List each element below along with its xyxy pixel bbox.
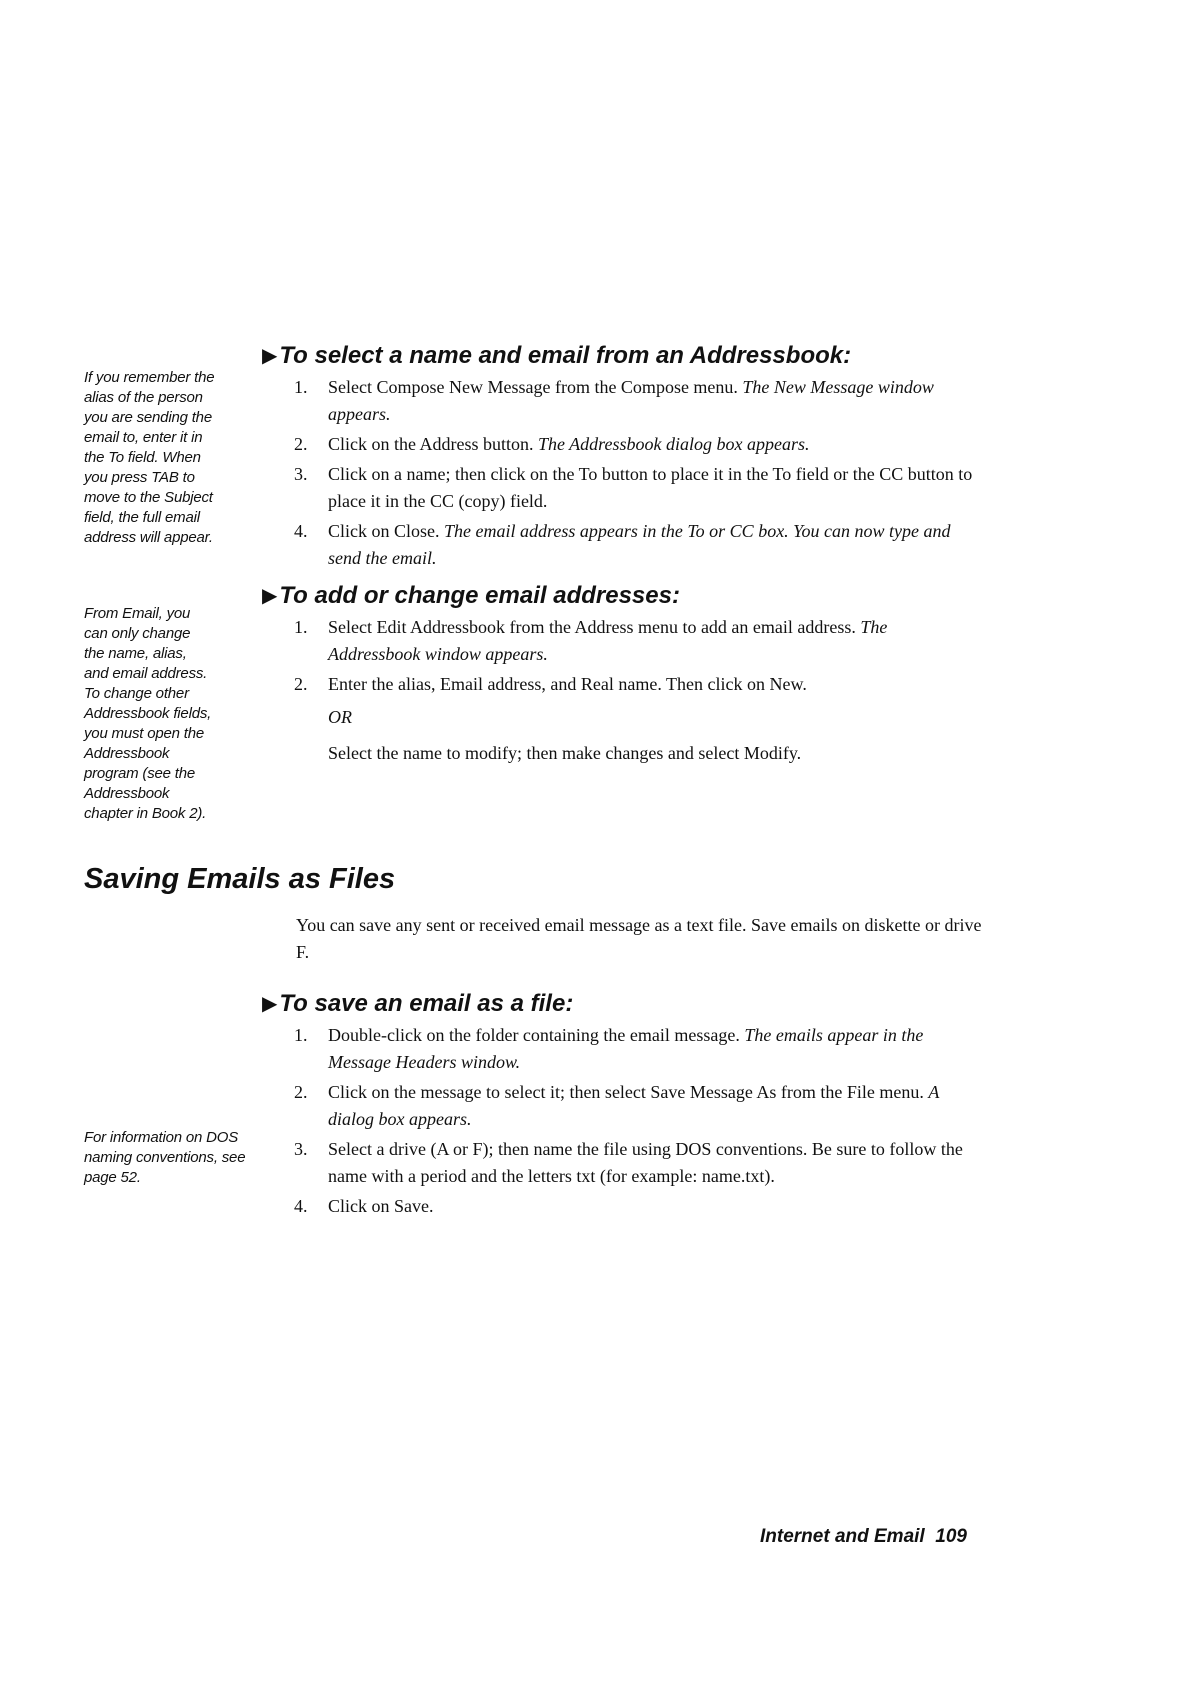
arrow-icon: ▶ [262, 993, 278, 1015]
step-text: Select Compose New Message from the Compose menu. [328, 377, 743, 397]
step-item [294, 1079, 984, 1133]
procedure-steps-save [294, 1022, 984, 1223]
side-note-line: program (see the [84, 765, 196, 782]
step-text: Click on Close. [328, 521, 444, 541]
side-note-line: naming conventions, see [84, 1149, 246, 1166]
arrow-icon: ▶ [262, 585, 278, 607]
side-note-line: can only change [84, 625, 191, 642]
step-text: Click on Save. [328, 1196, 434, 1216]
side-note-alias [84, 368, 254, 548]
side-note-line: Addressbook [84, 785, 170, 802]
or-label: OR [328, 707, 352, 727]
step-number: 1. [294, 1025, 308, 1045]
footer-title: Internet and Email [760, 1526, 925, 1547]
procedure-steps-add [294, 614, 974, 701]
side-note-line: you are sending the [84, 409, 212, 426]
step-number: 2. [294, 1082, 308, 1102]
side-note-line: move to the Subject [84, 489, 213, 506]
page-footer [760, 1526, 967, 1548]
procedure-heading-text: To add or change email addresses: [279, 582, 680, 609]
step-number: 1. [294, 377, 308, 397]
side-note-line: you must open the [84, 725, 205, 742]
step-text: Select a drive (A or F); then name the file using DOS conventions. Be sure to follow the name with a period and the letters txt (for example: name.txt). [328, 1139, 963, 1186]
page-number: 109 [935, 1526, 967, 1547]
step-text: Click on a name; then click on the To button to place it in the To field or the CC button to place it in the CC (copy) field. [328, 464, 973, 511]
step-text: Select Edit Addressbook from the Address menu to add an email address. [328, 617, 861, 637]
step-number: 3. [294, 1139, 308, 1159]
side-note-edit-fields [84, 604, 254, 824]
side-note-line: alias of the person [84, 389, 203, 406]
side-note-line: Addressbook fields, [84, 705, 212, 722]
side-note-line: page 52. [84, 1169, 141, 1186]
step-item [294, 1022, 984, 1076]
step-item [294, 614, 974, 668]
procedure-heading-text: To select a name and email from an Addressbook: [279, 342, 852, 369]
side-note-line: you press TAB to [84, 469, 195, 486]
side-note-line: From Email, you [84, 605, 191, 622]
step-item [294, 1136, 984, 1190]
side-note-line: email to, enter it in [84, 429, 203, 446]
step-number: 2. [294, 674, 308, 694]
step-result: The Addressbook dialog box appears. [538, 434, 810, 454]
procedure-heading-add [262, 582, 680, 611]
step-result: A dialog box appears. [328, 1082, 940, 1129]
side-note-line: field, the full email [84, 509, 200, 526]
step-number: 4. [294, 521, 308, 541]
side-note-line: the To field. When [84, 449, 201, 466]
step-text: Click on the Address button. [328, 434, 538, 454]
side-note-line: Addressbook [84, 745, 170, 762]
step-number: 3. [294, 464, 308, 484]
side-note-line: address will appear. [84, 529, 213, 546]
arrow-icon: ▶ [262, 345, 278, 367]
step-text: Enter the alias, Email address, and Real name. Then click on New. [328, 674, 807, 694]
side-note-line: To change other [84, 685, 189, 702]
side-note-line: If you remember the [84, 369, 215, 386]
side-note-dos [84, 1128, 284, 1188]
procedure-heading-select [262, 342, 851, 371]
step-result: The emails appear in the Message Headers window. [328, 1025, 924, 1072]
step-number: 4. [294, 1196, 308, 1216]
step-item [294, 461, 974, 515]
step-number: 1. [294, 617, 308, 637]
step-result: The New Message window appears. [328, 377, 934, 424]
step-item [294, 518, 974, 572]
side-note-line: For information on DOS [84, 1129, 238, 1146]
side-note-line: chapter in Book 2). [84, 805, 207, 822]
procedure-heading-save [262, 990, 573, 1019]
step-text: Click on the message to select it; then select Save Message As from the File menu. [328, 1082, 929, 1102]
step-item [294, 671, 974, 698]
section-intro: You can save any sent or received email message as a text file. Save emails on diskette or drive F. [296, 915, 982, 962]
step-item [294, 374, 974, 428]
section-title: Saving Emails as Files [84, 863, 396, 895]
step-item [294, 1193, 984, 1220]
step-result: The email address appears in the To or CC box. You can now type and send the email. [328, 521, 951, 568]
side-note-line: the name, alias, [84, 645, 187, 662]
step-number: 2. [294, 434, 308, 454]
procedure-steps-select [294, 374, 974, 575]
procedure-heading-text: To save an email as a file: [279, 990, 574, 1017]
step-item [294, 431, 974, 458]
step-text: Double-click on the folder containing the email message. [328, 1025, 745, 1045]
side-note-line: and email address. [84, 665, 208, 682]
alternative-step: Select the name to modify; then make changes and select Modify. [328, 743, 802, 763]
step-result: The Addressbook window appears. [328, 617, 888, 664]
